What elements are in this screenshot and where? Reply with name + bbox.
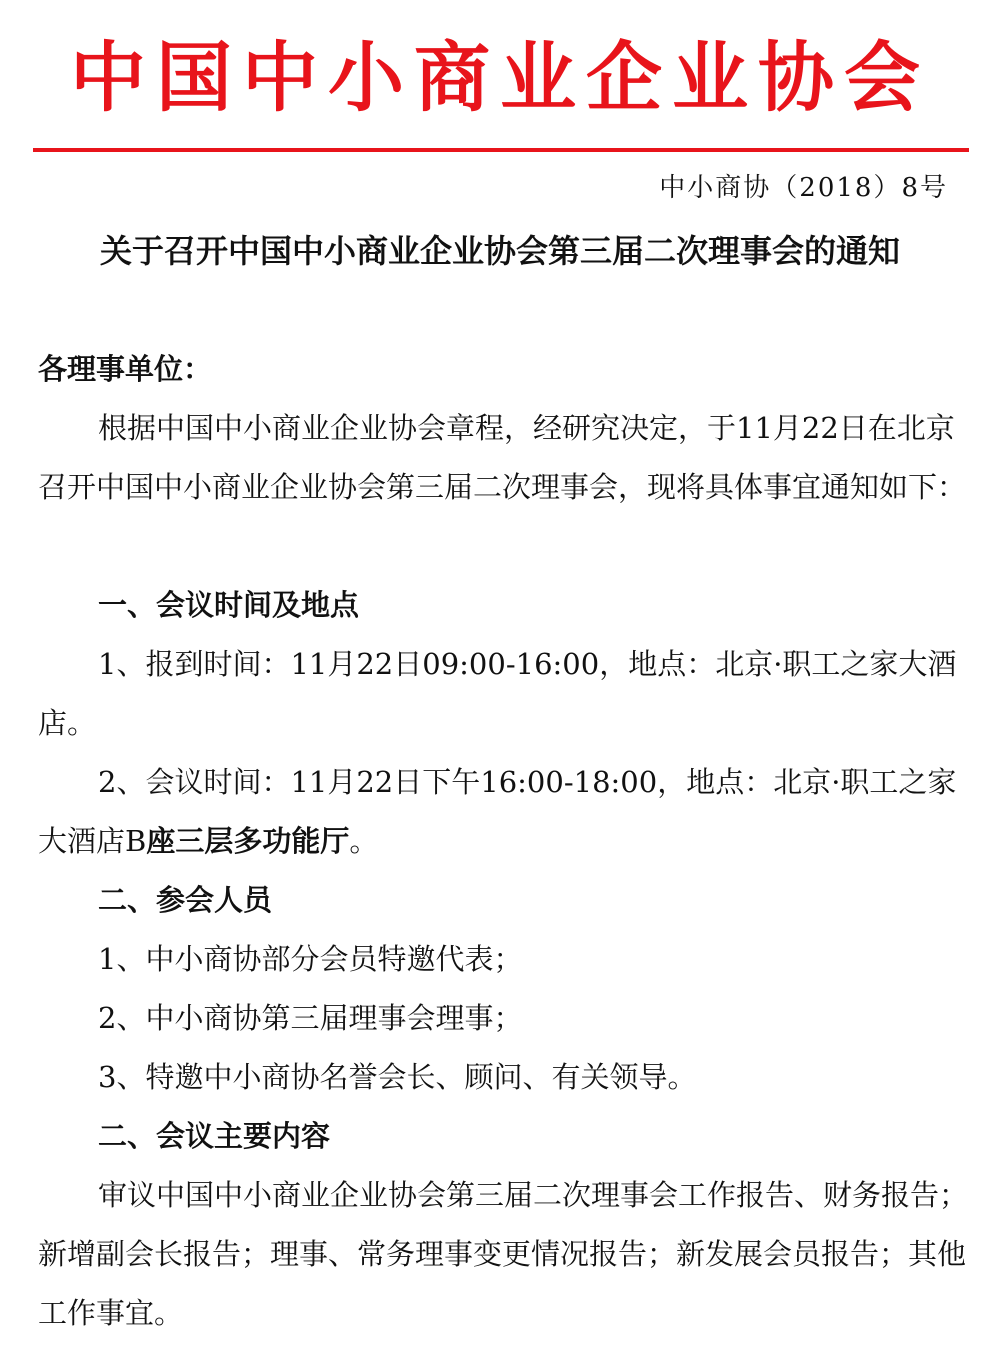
section-heading-agenda: 二、会议主要内容	[98, 1119, 331, 1153]
intro-paragraph: 根据中国中小商业企业协会章程，经研究决定，于11月22日在北京召开中国中小商业企业协会第三届二次理事会，现将具体事宜通知如下：	[38, 411, 967, 504]
attendee-item-2: 2、中小商协第三届理事会理事；	[98, 1001, 523, 1035]
notice-title: 关于召开中国中小商业企业协会第三届二次理事会的通知	[99, 232, 900, 270]
item-meeting-time-text: 2、会议时间：11月22日下午16:00-18:00，地点：北京·职工之家大酒店B	[38, 765, 957, 858]
attendee-item-1: 1、中小商协部分会员特邀代表；	[98, 942, 523, 976]
item-meeting-time-end: 。	[349, 824, 379, 858]
section-heading-time-location: 一、会议时间及地点	[98, 588, 360, 622]
item-registration-time: 1、报到时间：11月22日09:00-16:00，地点：北京·职工之家大酒店。	[38, 647, 957, 740]
agenda-paragraph: 审议中国中小商业企业协会第三届二次理事会工作报告、财务报告；新增副会长报告；理事、常务理事变更情况报告；新发展会员报告；其他工作事宜。	[38, 1178, 969, 1330]
document-number: 中小商协（2018）8号	[659, 173, 948, 203]
letterhead-title: 中国中小商业企业协会	[70, 33, 930, 122]
item-meeting-time	[38, 753, 968, 871]
letterhead-divider	[33, 148, 969, 152]
item-meeting-venue-room: 座三层多功能厅	[146, 824, 350, 858]
attendee-item-3: 3、特邀中小商协名誉会长、顾问、有关领导。	[98, 1060, 697, 1094]
section-heading-attendees: 二、参会人员	[98, 883, 273, 917]
salutation: 各理事单位：	[38, 352, 213, 386]
